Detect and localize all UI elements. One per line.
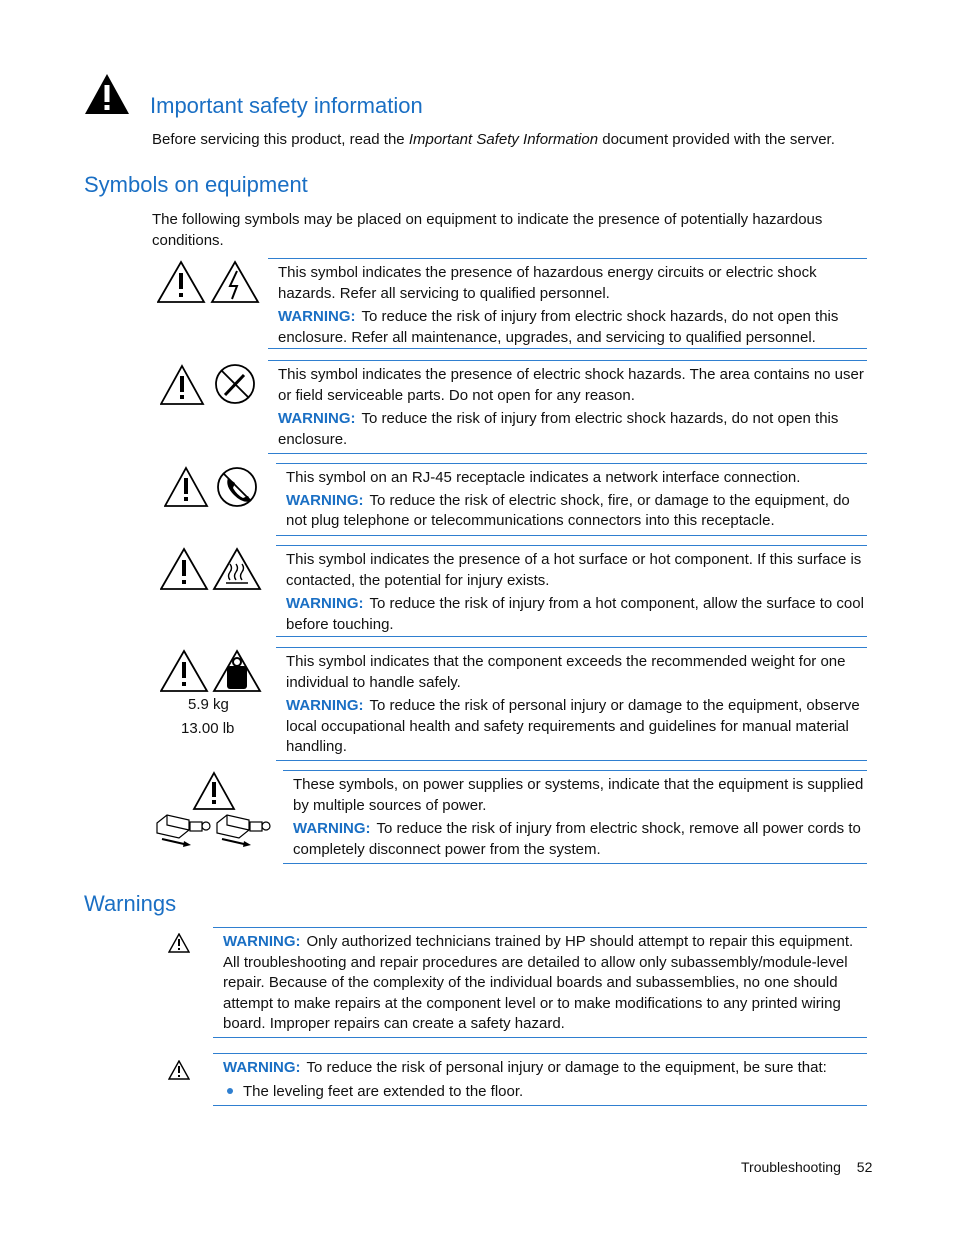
warning-triangle-icon: [168, 1060, 190, 1080]
warning-label: WARNING:: [286, 491, 364, 509]
warning-text: To reduce the risk of injury from electric shock hazards, do not open this enclosure.: [278, 410, 839, 448]
warning-text: To reduce the risk of injury from electric shock hazards, do not open this enclosure. Refer all maintenance, upgrades, and servicing to qualified personnel.: [278, 308, 839, 346]
symbol-entry-warning: [293, 819, 867, 860]
symbols-intro: The following symbols may be placed on equipment to indicate the presence of potentially hazardous conditions.: [152, 211, 823, 249]
warning-box-leveling-feet: [213, 1053, 867, 1106]
warning-label: WARNING:: [278, 308, 356, 325]
warning-triangle-icon: [168, 933, 190, 953]
symbol-entry-no-serviceable-parts: [268, 360, 867, 454]
symbol-entry-electric-shock: [268, 258, 867, 349]
bullet-text: The leveling feet are extended to the floor.: [243, 1082, 524, 1100]
bullet-icon: [227, 1088, 233, 1094]
no-serviceable-parts-icon: [160, 363, 258, 407]
footer-section: Troubleshooting: [741, 1159, 841, 1175]
symbol-entry-rj45: [276, 463, 867, 536]
warning-text: To reduce the risk of injury from electric shock, remove all power cords to completely disconnect power from the system.: [293, 820, 861, 858]
heavy-weight-icon: [160, 648, 262, 694]
warning-paragraph: [223, 1058, 867, 1079]
warning-text: To reduce the risk of personal injury or damage to the equipment, observe local occupational health and safety requirements and guidelines for manual material handling.: [286, 697, 860, 755]
symbols-title: Symbols on equipment: [84, 172, 308, 197]
symbol-entry-warning: [286, 491, 867, 532]
symbol-entry-text: This symbol indicates the presence of electric shock hazards. The area contains no user or field serviceable parts. Do not open for any reason.: [278, 366, 864, 404]
footer-page-number: 52: [856, 1159, 873, 1175]
important-warning-icon: [83, 72, 131, 116]
warning-text: To reduce the risk of injury from a hot component, allow the surface to cool before touching.: [286, 595, 864, 633]
warning-box-authorized-technicians: [213, 927, 867, 1038]
warning-paragraph: [223, 932, 867, 1035]
important-body-after: document provided with the server.: [598, 131, 835, 148]
hot-surface-icon: [160, 546, 262, 592]
symbol-entry-text: These symbols, on power supplies or systems, indicate that the equipment is supplied by multiple sources of power.: [293, 776, 864, 814]
warnings-title: Warnings: [84, 891, 177, 916]
page-footer: [741, 1159, 872, 1175]
symbol-entry-multiple-power: [283, 770, 867, 864]
symbol-entry-text: This symbol on an RJ-45 receptacle indicates a network interface connection.: [286, 469, 801, 486]
warning-label: WARNING:: [286, 595, 364, 612]
rj45-no-phone-icon: [164, 465, 260, 509]
weight-lb: 13.00 lb: [181, 720, 235, 737]
symbol-entry-warning: [278, 307, 867, 348]
electric-shock-icon: [157, 259, 261, 305]
warning-label: WARNING:: [223, 933, 301, 950]
symbol-entry-text: This symbol indicates the presence of hazardous energy circuits or electric shock hazards. Refer all servicing to qualified personnel.: [278, 264, 817, 302]
symbol-entry-warning: [278, 409, 867, 450]
symbol-entry-warning: [286, 696, 867, 758]
symbol-entry-heavy-weight: [276, 647, 867, 761]
weight-kg: 5.9 kg: [188, 696, 229, 713]
important-safety-title: Important safety information: [150, 93, 423, 118]
important-body-before: Before servicing this product, read the: [152, 131, 409, 148]
symbol-entry-text: This symbol indicates that the component exceeds the recommended weight for one individual to handle safely.: [286, 653, 846, 691]
warning-label: WARNING:: [286, 697, 364, 714]
symbol-entry-warning: [286, 594, 867, 635]
symbol-entry-hot-surface: [276, 545, 867, 637]
warning-text: Only authorized technicians trained by HP should attempt to repair this equipment. All troubleshooting and repair procedures are detailed to allow only subassembly/module-level repair. Because of the complexity of the individual boards and subassemblies, no one should attempt to make repairs at the component level or to make modifications to any printed wiring board. Improper repairs can create a safety hazard.: [223, 933, 854, 1032]
warning-text: To reduce the risk of personal injury or damage to the equipment, be sure that:: [306, 1059, 827, 1076]
warning-text: To reduce the risk of electric shock, fire, or damage to the equipment, do not plug telephone or telecommunications connectors into this receptacle.: [286, 491, 850, 529]
symbol-entry-text: This symbol indicates the presence of a hot surface or hot component. If this surface is contacted, the potential for injury exists.: [286, 551, 862, 589]
important-safety-body: [152, 130, 872, 151]
warning-label: WARNING:: [293, 820, 371, 837]
multiple-power-sources-icon: [154, 771, 276, 849]
bullet-item: [223, 1082, 867, 1103]
important-body-doc-title: Important Safety Information: [408, 131, 599, 148]
warning-label: WARNING:: [223, 1059, 301, 1076]
warning-label: WARNING:: [278, 410, 356, 427]
